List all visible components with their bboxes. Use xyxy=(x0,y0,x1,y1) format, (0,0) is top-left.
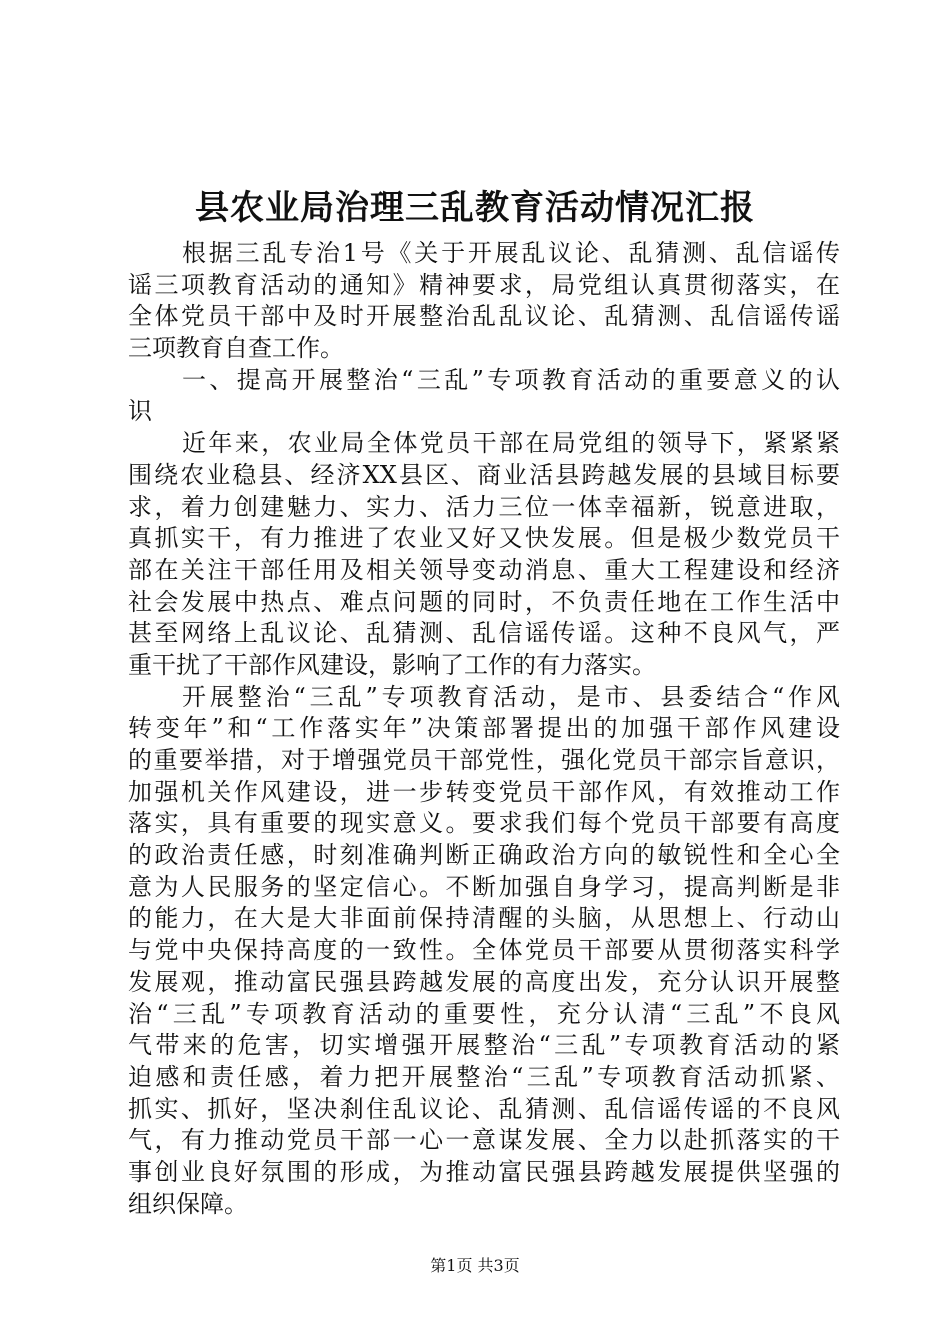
body-text-line: 重干扰了干部作风建设，影响了工作的有力落实。 xyxy=(128,650,656,679)
body-text-line: 与党中央保持高度的一致性。全体党员干部要从贯彻落实科学 xyxy=(128,936,840,965)
body-text-line: 全体党员干部中及时开展整治乱乱议论、乱猜测、乱信谣传谣 xyxy=(128,302,840,331)
body-text-line: 三项教育自查工作。 xyxy=(128,334,344,363)
document-body xyxy=(128,238,840,1220)
body-text-line: 气带来的危害，切实增强开展整治“三乱”专项教育活动的紧 xyxy=(128,1031,840,1060)
body-text-line: 部在关注干部任用及相关领导变动消息、重大工程建设和经济 xyxy=(128,555,840,584)
body-text-line: 气，有力推动党员干部一心一意谋发展、全力以赴抓落实的干 xyxy=(128,1126,840,1155)
body-text-line: 一、提高开展整治“三乱”专项教育活动的重要意义的认 xyxy=(182,365,840,394)
body-text-line: 围绕农业稳县、经济XX县区、商业活县跨越发展的县域目标要 xyxy=(128,460,840,489)
body-text-line: 谣三项教育活动的通知》精神要求，局党组认真贯彻落实，在 xyxy=(128,270,840,299)
body-text-line: 治“三乱”专项教育活动的重要性，充分认清“三乱”不良风 xyxy=(128,999,840,1028)
body-text-line: 的能力，在大是大非面前保持清醒的头脑，从思想上、行动山 xyxy=(128,904,840,933)
body-text-line: 开展整治“三乱”专项教育活动，是市、县委结合“作风 xyxy=(182,682,840,711)
body-text-line: 近年来，农业局全体党员干部在局党组的领导下，紧紧紧 xyxy=(182,429,840,458)
body-text-line: 意为人民服务的坚定信心。不断加强自身学习，提高判断是非 xyxy=(128,872,840,901)
body-text-line: 社会发展中热点、难点问题的同时，不负责任地在工作生活中 xyxy=(128,587,840,616)
body-text-line: 落实，具有重要的现实意义。要求我们每个党员干部要有高度 xyxy=(128,809,840,838)
body-text-line: 发展观，推动富民强县跨越发展的高度出发，充分认识开展整 xyxy=(128,967,840,996)
body-text-line: 识 xyxy=(128,397,152,426)
body-text-line: 根据三乱专治1号《关于开展乱议论、乱猜测、乱信谣传 xyxy=(182,239,840,267)
body-text-line: 组织保障。 xyxy=(128,1189,248,1218)
body-text-line: 甚至网络上乱议论、乱猜测、乱信谣传谣。这种不良风气，严 xyxy=(128,619,840,648)
body-text-line: 事创业良好氛围的形成，为推动富民强县跨越发展提供坚强的 xyxy=(128,1157,840,1186)
body-text-line: 抓实、抓好，坚决刹住乱议论、乱猜测、乱信谣传谣的不良风 xyxy=(128,1094,840,1123)
page-number-footer: 第1页 共3页 xyxy=(430,1256,520,1275)
body-text-line: 求，着力创建魅力、实力、活力三位一体幸福新，锐意进取， xyxy=(128,492,840,521)
body-text-line: 的政治责任感，时刻准确判断正确政治方向的敏锐性和全心全 xyxy=(128,841,840,870)
body-text-line: 的重要举措，对于增强党员干部党性，强化党员干部宗旨意识， xyxy=(128,746,840,774)
body-text-line: 真抓实干，有力推进了农业又好又快发展。但是极少数党员干 xyxy=(128,524,840,553)
body-text-line: 加强机关作风建设，进一步转变党员干部作风，有效推动工作 xyxy=(128,777,840,806)
body-text-line: 转变年”和“工作落实年”决策部署提出的加强干部作风建设 xyxy=(128,714,840,743)
body-text-line: 迫感和责任感，着力把开展整治“三乱”专项教育活动抓紧、 xyxy=(128,1062,840,1091)
document-title: 县农业局治理三乱教育活动情况汇报 xyxy=(195,188,755,228)
